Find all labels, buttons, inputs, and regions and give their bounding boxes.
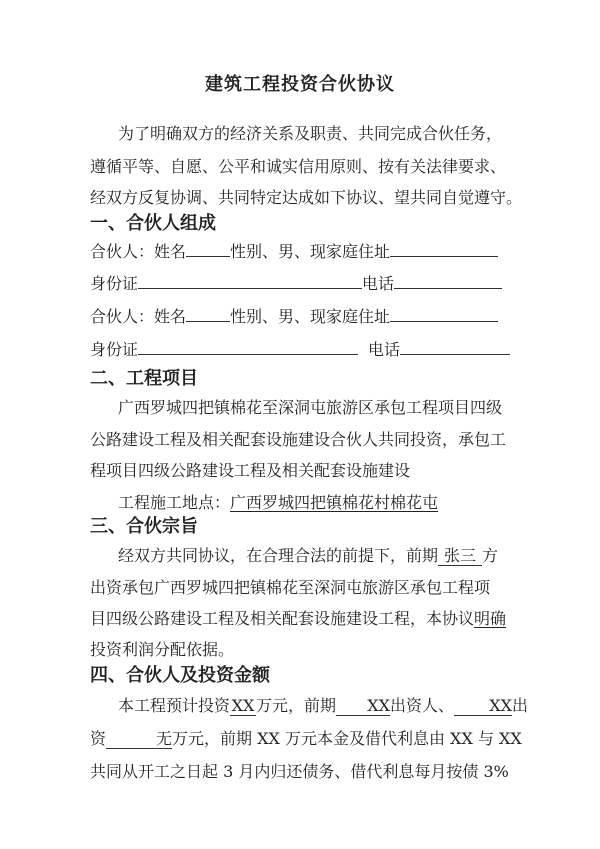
partner-1-id-label: 身份证 <box>90 274 139 293</box>
investment-investor-1: XX <box>336 697 390 716</box>
partner-1-line <box>90 240 498 262</box>
investment-line-3: 共同从开工之日起 3 月内归还债务、借代利息每月按债 3% <box>90 762 509 781</box>
purpose-line-3 <box>90 609 506 629</box>
partner-2-id-label: 身份证 <box>90 340 139 359</box>
intro-line-3: 经双方反复协调、共同特定达成如下协议、望共同自觉遵守。 <box>90 188 523 207</box>
project-line-1: 广西罗城四把镇棉花至深洞屯旅游区承包工程项目四级 <box>118 398 503 417</box>
purpose-line-3-underlined: 明确 <box>474 609 507 628</box>
partner-1-id-line <box>90 272 502 294</box>
partner-1-address-blank <box>390 240 498 257</box>
investment-investor-2: XX <box>454 697 512 716</box>
investment-line-1-text: 本工程预计投资 <box>118 696 231 715</box>
partner-2-phone-label: 电话 <box>368 340 401 359</box>
partner-1-gender-address-label: 性别、男、现家庭住址 <box>230 242 391 261</box>
purpose-line-2: 出资承包广西罗城四把镇棉花至深洞屯旅游区承包工程项 <box>90 578 491 597</box>
section-2-heading: 二、工程项目 <box>90 368 198 389</box>
partner-1-id-blank <box>138 272 362 289</box>
project-line-2: 公路建设工程及相关配套设施建设合伙人共同投资，承包工 <box>90 430 507 449</box>
document-title: 建筑工程投资合伙协议 <box>205 74 395 95</box>
section-1-heading: 一、合伙人组成 <box>90 213 216 234</box>
purpose-party-name: 张三 <box>438 547 482 566</box>
intro-line-1: 为了明确双方的经济关系及职责、共同完成合伙任务， <box>118 124 503 143</box>
partner-1-name-label: 合伙人：姓名 <box>90 242 187 261</box>
partner-2-address-blank <box>390 305 498 322</box>
partner-2-name-label: 合伙人：姓名 <box>90 307 187 326</box>
partner-1-phone-blank <box>394 272 502 289</box>
partner-1-name-blank <box>186 240 230 257</box>
investment-amount: XX <box>231 696 255 715</box>
investment-line-2-text: 万元，前期 XX 万元本金及借代利息由 XX 与 XX <box>172 729 522 748</box>
investment-line-2 <box>90 729 522 749</box>
partner-2-phone-blank <box>400 338 510 355</box>
project-site-label: 工程施工地点： <box>118 493 231 512</box>
section-4-heading: 四、合伙人及投资金额 <box>90 665 270 686</box>
partner-2-line <box>90 305 498 327</box>
investment-line-1 <box>118 696 528 716</box>
partner-2-gender-address-label: 性别、男、现家庭住址 <box>230 307 391 326</box>
purpose-line-1-suffix: 方 <box>482 546 499 565</box>
purpose-line-1 <box>118 546 498 566</box>
purpose-line-4: 投资利润分配依据。 <box>90 640 235 659</box>
project-site-line <box>118 493 438 513</box>
investment-none-amount: 无 <box>106 730 172 749</box>
intro-line-2: 遵循平等、自愿、公平和诚实信用原则、按有关法律要求、 <box>90 157 507 176</box>
investment-line-1-text-3: 出资人、 <box>390 696 455 715</box>
purpose-line-3-text: 目四级公路建设工程及相关配套设施建设工程，本协议 <box>90 609 475 628</box>
project-line-3: 程项目四级公路建设工程及相关配套设施建设 <box>90 461 411 480</box>
project-site-value: 广西罗城四把镇棉花村棉花屯 <box>230 493 439 512</box>
investment-line-1-text-2: 万元，前期 <box>256 696 337 715</box>
partner-1-phone-label: 电话 <box>362 274 395 293</box>
partner-2-name-blank <box>186 305 230 322</box>
investment-line-2-prefix: 资 <box>90 729 107 748</box>
partner-2-id-line <box>90 338 510 360</box>
partner-2-id-blank <box>138 338 358 355</box>
investment-line-1-suffix: 出 <box>512 696 529 715</box>
section-3-heading: 三、合伙宗旨 <box>90 516 198 537</box>
purpose-line-1-text: 经双方共同协议，在合理合法的前提下，前期 <box>118 546 439 565</box>
